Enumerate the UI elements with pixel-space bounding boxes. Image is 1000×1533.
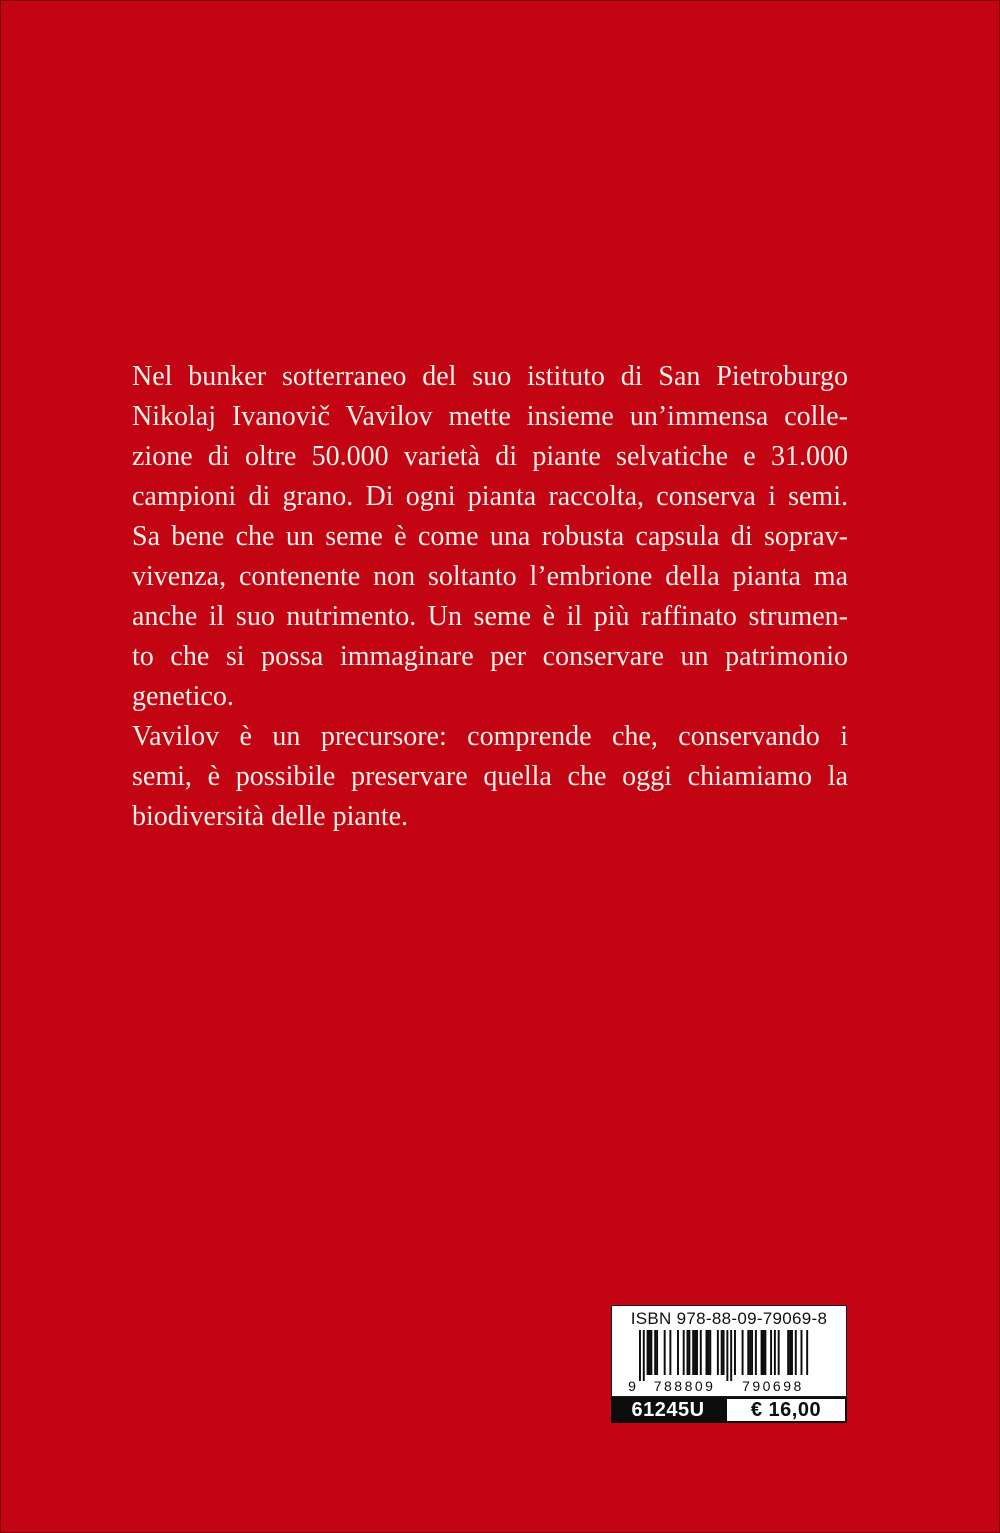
blurb-line: zione di oltre 50.000 varietà di piante selvatiche e 31.000 — [132, 441, 848, 472]
blurb-line: anche il suo nutrimento. Un seme è il più raffinato strumen- — [132, 601, 848, 632]
price-row — [611, 1397, 847, 1423]
edition-code: 61245U — [611, 1397, 725, 1423]
blurb-line: genetico. — [132, 681, 234, 712]
blurb — [132, 357, 848, 837]
isbn-label: ISBN 978-88-09-79069-8 — [630, 1309, 828, 1328]
svg-text:788809: 788809 — [653, 1378, 716, 1393]
svg-text:790698: 790698 — [742, 1378, 804, 1393]
blurb-line: Nikolaj Ivanovič Vavilov mette insieme un’immensa colle- — [132, 401, 848, 432]
isbn-price-box — [611, 1305, 847, 1423]
blurb-line: semi, è possibile preservare quella che oggi chiamiamo la — [132, 761, 848, 792]
blurb-line: Vavilov è un precursore: comprende che, conservando i — [132, 721, 848, 752]
price: € 16,00 — [725, 1397, 847, 1423]
blurb-line: Nel bunker sotterraneo del suo istituto di San Pietroburgo — [132, 361, 848, 392]
blurb-line: to che si possa immaginare per conservare un patrimonio — [132, 641, 848, 672]
svg-text:9: 9 — [628, 1378, 636, 1393]
ean13-barcode-icon — [626, 1329, 832, 1393]
blurb-line: vivenza, contenente non soltanto l’embrione della pianta ma — [132, 561, 848, 592]
blurb-line: Sa bene che un seme è come una robusta capsula di soprav- — [132, 521, 848, 552]
blurb-line: campioni di grano. Di ogni pianta raccolta, conserva i semi. — [132, 481, 848, 512]
barcode-panel — [611, 1305, 847, 1397]
blurb-line: biodiversità delle piante. — [132, 801, 409, 832]
